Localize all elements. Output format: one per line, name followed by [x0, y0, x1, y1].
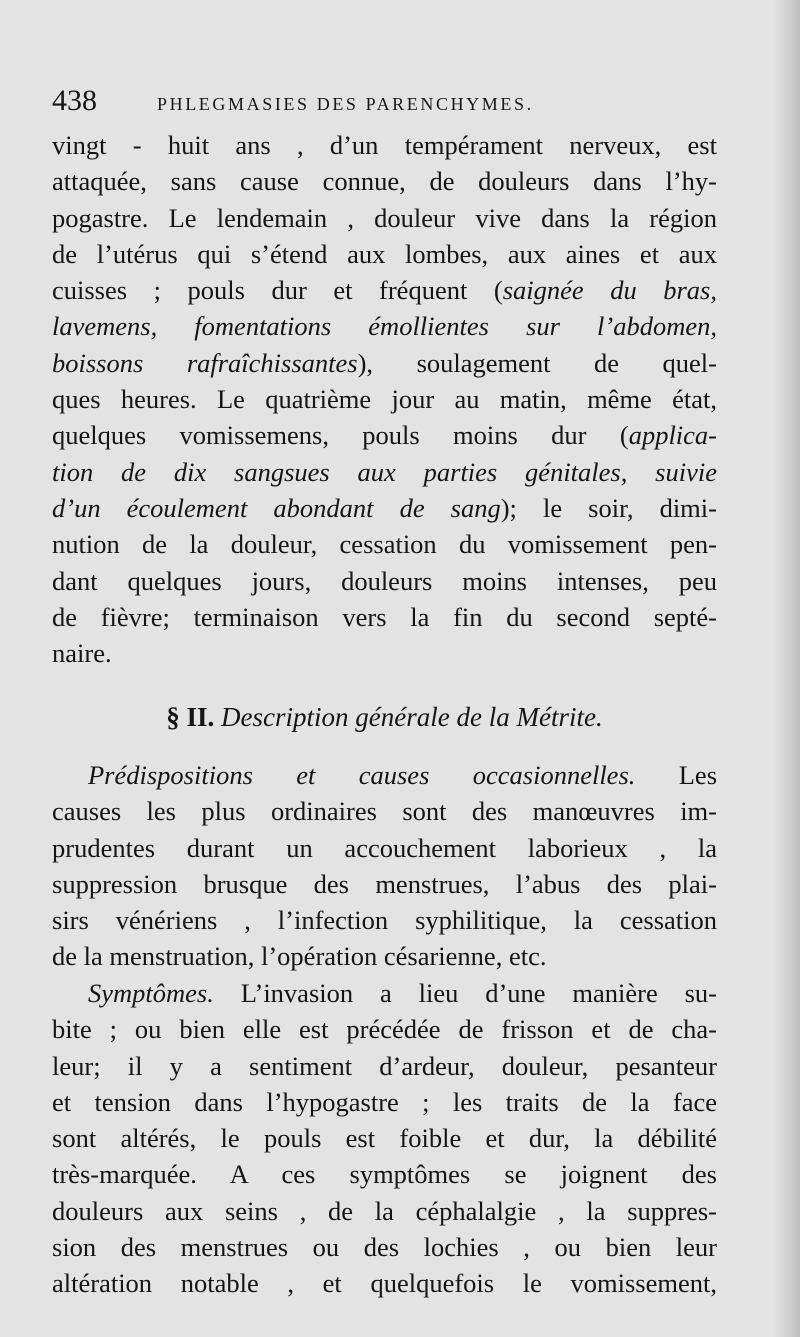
text-line: leur; il y a sentiment d’ardeur, douleur, pesanteur [52, 1050, 717, 1081]
case-paragraph [52, 127, 717, 671]
text-span: Les [678, 760, 718, 790]
page-number: 438 [52, 84, 97, 117]
text-span: ); le soir, dimi- [500, 492, 717, 523]
text-line: altération notable , et quelquefois le vomissement, [52, 1268, 717, 1299]
text-line: sont altérés, le pouls est foible et dur, la débilité [52, 1123, 717, 1154]
text-line: de la menstruation, l’opération césarienne, etc. [52, 941, 547, 972]
text-line: sirs vénériens , l’infection syphilitique, la cessation [52, 905, 717, 936]
text-span: cuisses ; pouls dur et fréquent ( [52, 275, 503, 306]
text-line: dant quelques jours, douleurs moins intenses, peu [52, 565, 717, 596]
section-title: Description générale de la Métrite. [221, 702, 603, 732]
text-line [52, 308, 717, 344]
text-line: causes les plus ordinaires sont des manœuvres im- [52, 796, 717, 827]
text-span: ), soulagement de quel- [357, 347, 717, 378]
text-line: pogastre. Le lendemain , douleur vive dans la région [52, 202, 717, 233]
section-heading [52, 702, 717, 742]
paragraph-label: Prédispositions et causes occasionnelles. [88, 760, 636, 790]
text-line [52, 417, 717, 453]
text-line [52, 272, 717, 308]
text-line: nution de la douleur, cessation du vomissement pen- [52, 529, 717, 560]
italic-span: saignée du bras, [502, 275, 717, 306]
text-span: quelques vomissemens, pouls moins dur ( [52, 420, 629, 451]
page-header [52, 84, 752, 124]
running-head: PHLEGMASIES DES PARENCHYMES. [157, 94, 534, 114]
symptoms-paragraph [52, 975, 717, 1302]
predispositions-paragraph [52, 757, 717, 975]
text-line: prudentes durant un accouchement laborieux , la [52, 832, 717, 863]
italic-span: lavemens, fomentations émollientes sur l’abdomen, [52, 311, 717, 342]
paragraph-label: Symptômes. [88, 978, 214, 1008]
text-line [52, 454, 717, 490]
text-line: de l’utérus qui s’étend aux lombes, aux aines et aux [52, 238, 717, 269]
text-span: L’invasion a lieu d’une manière su- [240, 978, 717, 1008]
text-line: bite ; ou bien elle est précédée de frisson et de cha- [52, 1014, 717, 1045]
italic-span: tion de dix sangsues aux parties génitales, suivie [52, 456, 717, 487]
text-line: sion des menstrues ou des lochies , ou bien leur [52, 1232, 717, 1263]
text-line: naire. [52, 638, 112, 669]
text-line: attaquée, sans cause connue, de douleurs dans l’hy- [52, 166, 717, 197]
text-line [52, 975, 717, 1011]
italic-span: applica- [628, 420, 717, 451]
text-line: vingt - huit ans , d’un tempérament nerveux, est [52, 130, 717, 160]
text-line: ques heures. Le quatrième jour au matin, même état, [52, 384, 717, 415]
text-line: douleurs aux seins , de la céphalalgie , la suppres- [52, 1195, 717, 1226]
text-line: de fièvre; terminaison vers la fin du second septé- [52, 601, 717, 632]
italic-span: d’un écoulement abondant de sang [52, 492, 501, 523]
italic-span: boissons rafraîchissantes [52, 347, 358, 378]
text-line [52, 757, 717, 793]
text-line [52, 490, 717, 526]
section-number: § II. [166, 702, 215, 732]
text-line: et tension dans l’hypogastre ; les traits de la face [52, 1086, 717, 1117]
text-line [52, 345, 717, 381]
text-line: suppression brusque des menstrues, l’abus des plai- [52, 868, 717, 899]
text-line: très-marquée. A ces symptômes se joignent des [52, 1159, 717, 1190]
